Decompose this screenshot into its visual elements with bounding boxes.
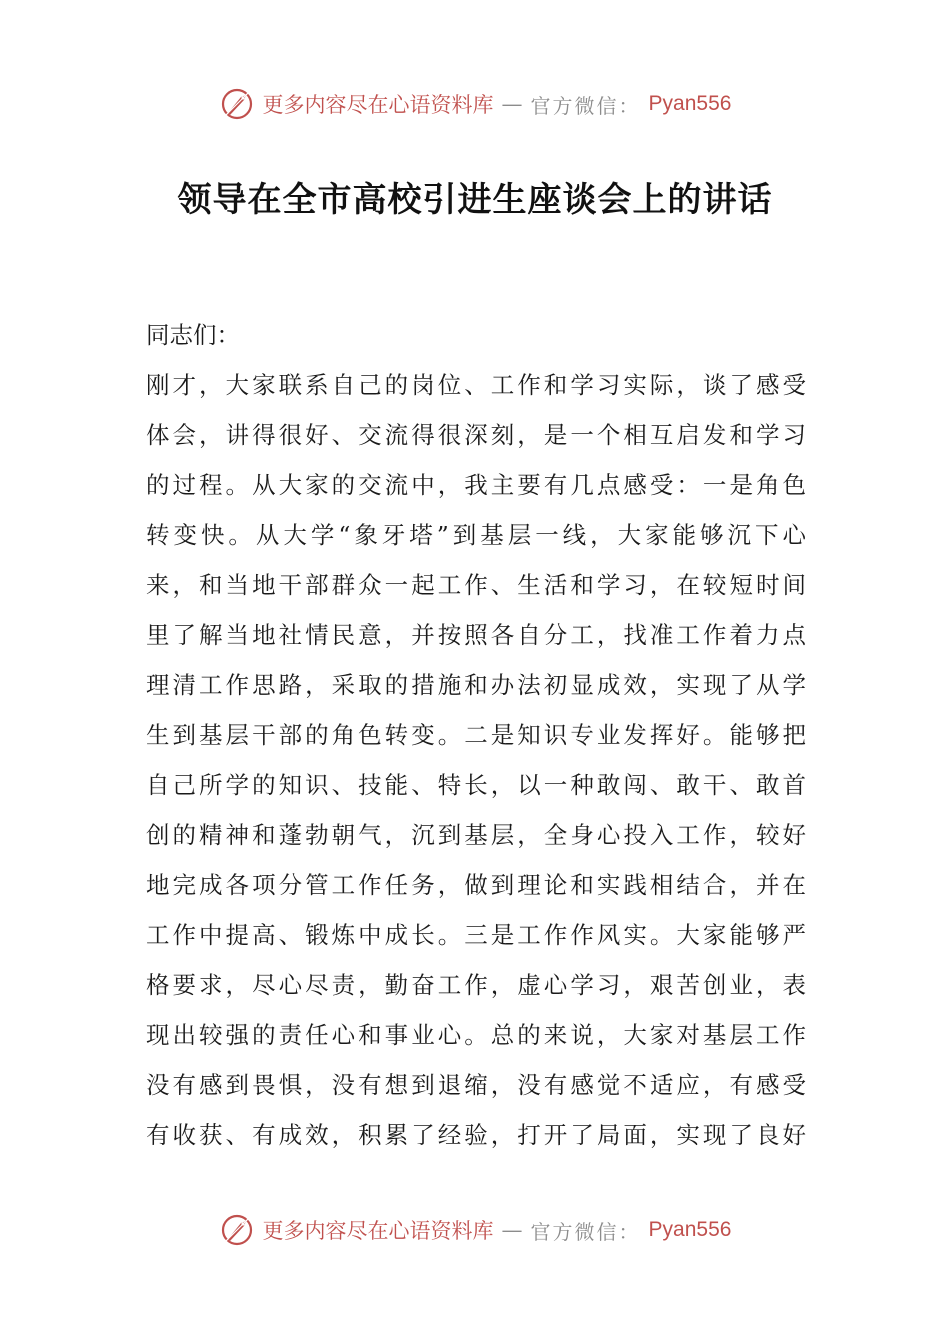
pen-nib-logo-icon xyxy=(219,86,255,122)
watermark-separator: — xyxy=(501,92,523,116)
body-line: 转变快。从大学“象牙塔”到基层一线，大家能够沉下心 xyxy=(146,521,806,549)
body-line: 里了解当地社情民意，并按照各自分工，找准工作着力点 xyxy=(146,621,806,649)
footer-watermark xyxy=(0,1210,950,1250)
wechat-label: 官方微信： xyxy=(530,93,641,118)
body-line: 来，和当地干部群众一起工作、生活和学习，在较短时间 xyxy=(146,571,806,599)
body-line: 现出较强的责任心和事业心。总的来说，大家对基层工作 xyxy=(146,1021,806,1049)
body-line: 工作中提高、锻炼中成长。三是工作作风实。大家能够严 xyxy=(146,921,806,949)
body-line: 有收获、有成效，积累了经验，打开了局面，实现了良好 xyxy=(146,1121,806,1149)
body-line: 生到基层干部的角色转变。二是知识专业发挥好。能够把 xyxy=(146,721,806,749)
body-line: 刚才，大家联系自己的岗位、工作和学习实际，谈了感受 xyxy=(146,371,806,399)
wechat-label: 官方微信： xyxy=(530,1219,641,1244)
body-line: 自己所学的知识、技能、特长，以一种敢闯、敢干、敢首 xyxy=(146,771,806,799)
body-line: 体会，讲得很好、交流得很深刻，是一个相互启发和学习 xyxy=(146,421,806,449)
watermark-separator: — xyxy=(501,1218,523,1242)
wechat-id: Pyan556 xyxy=(648,1218,732,1241)
document-body xyxy=(146,310,806,1160)
document-title: 领导在全市高校引进生座谈会上的讲话 xyxy=(177,180,773,220)
watermark-text: 更多内容尽在心语资料库 xyxy=(262,93,494,117)
header-watermark xyxy=(0,84,950,124)
wechat-id: Pyan556 xyxy=(648,92,732,115)
body-line: 创的精神和蓬勃朝气，沉到基层，全身心投入工作，较好 xyxy=(146,821,806,849)
body-line: 格要求，尽心尽责，勤奋工作，虚心学习，艰苦创业，表 xyxy=(146,971,806,999)
watermark-text: 更多内容尽在心语资料库 xyxy=(262,1219,494,1243)
pen-nib-logo-icon xyxy=(219,1212,255,1248)
salutation: 同志们： xyxy=(146,321,240,349)
body-line: 的过程。从大家的交流中，我主要有几点感受：一是角色 xyxy=(146,471,806,499)
body-line: 没有感到畏惧，没有想到退缩，没有感觉不适应，有感受 xyxy=(146,1071,806,1099)
body-line: 地完成各项分管工作任务，做到理论和实践相结合，并在 xyxy=(146,871,806,899)
body-line: 理清工作思路，采取的措施和办法初显成效，实现了从学 xyxy=(146,671,806,699)
